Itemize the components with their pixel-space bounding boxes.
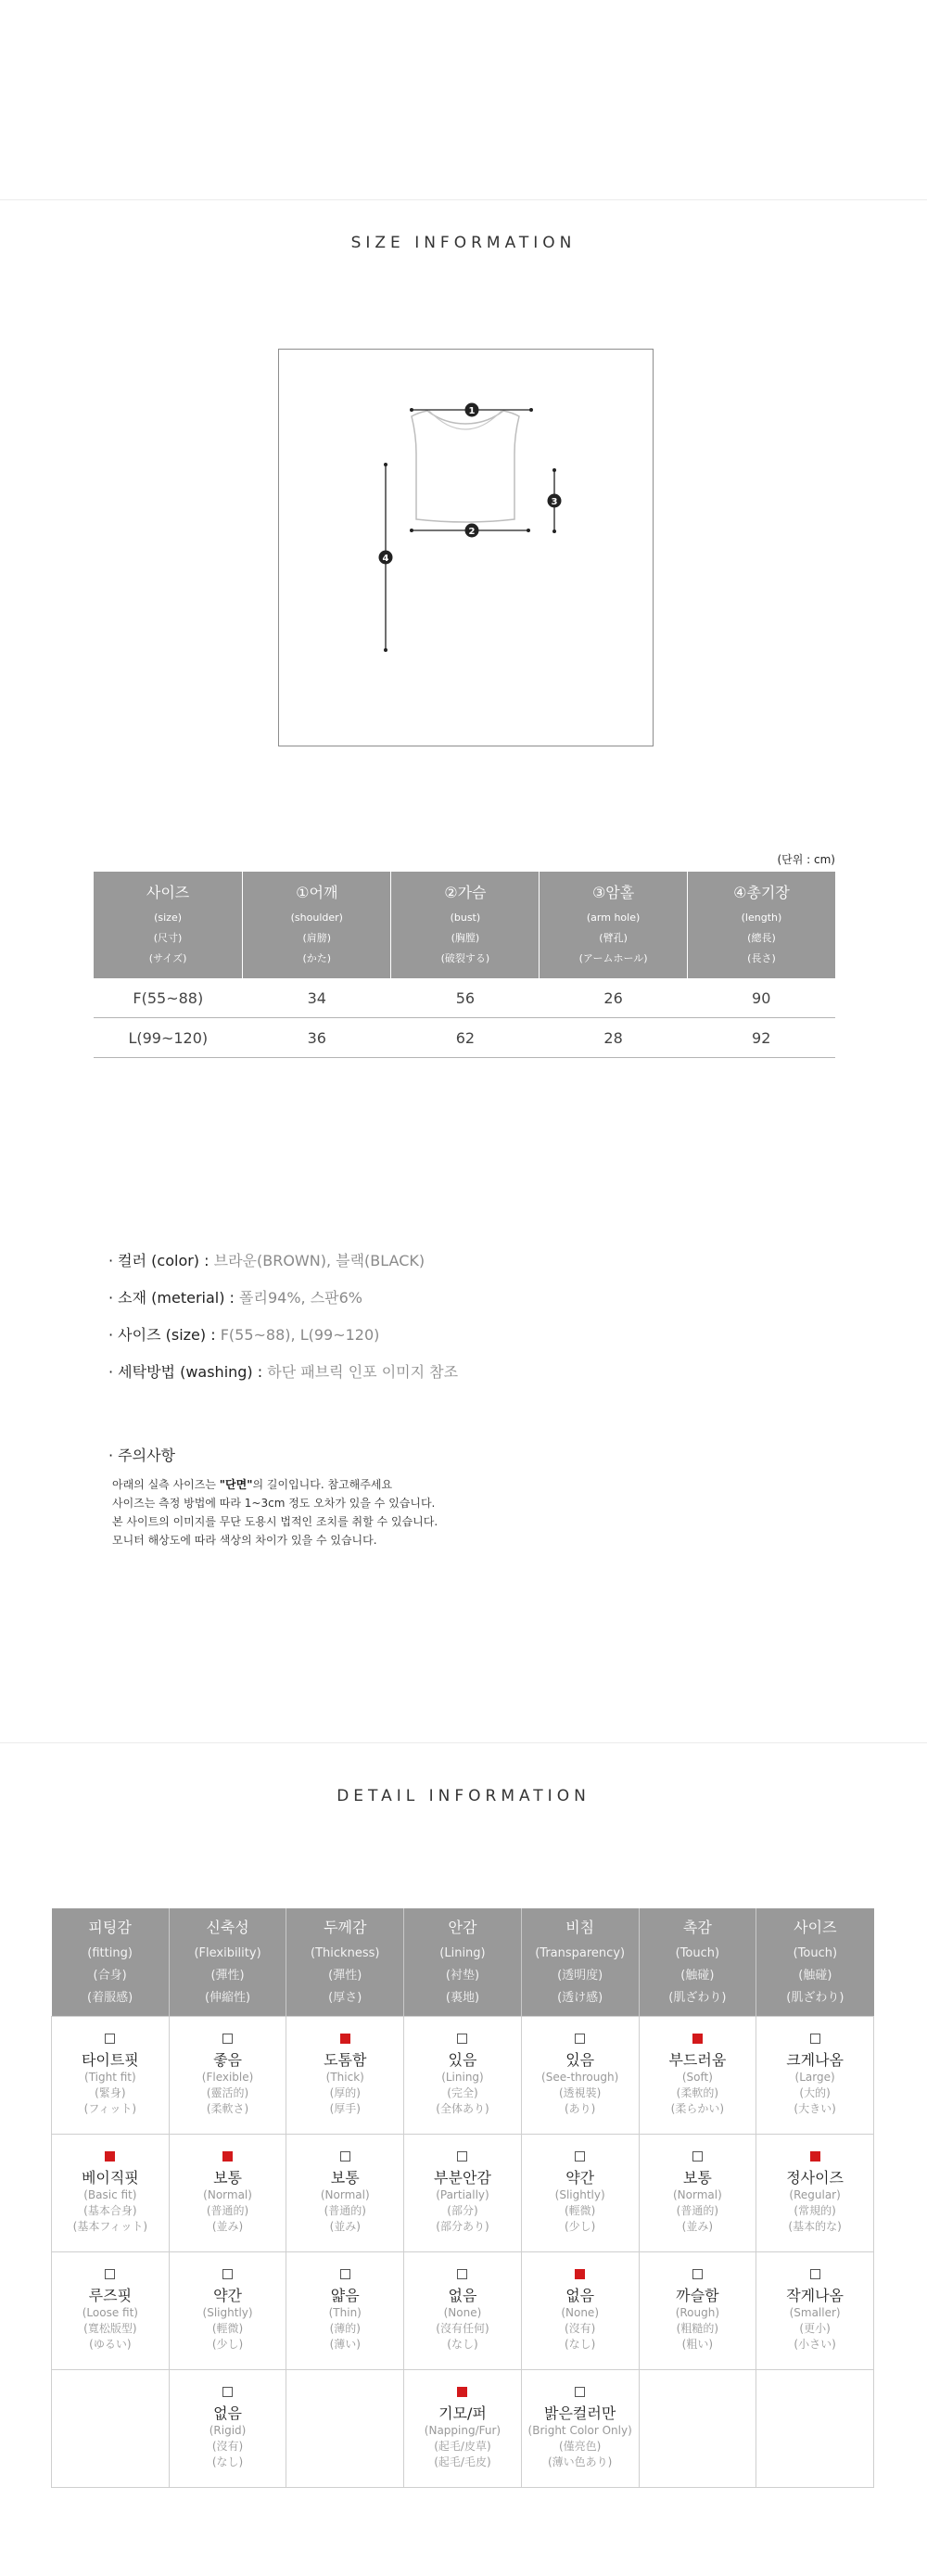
- detail-option-sub: (Flexible): [201, 2071, 254, 2084]
- detail-option-sub: (柔軟的): [676, 2086, 719, 2099]
- detail-option-sub: (Rough): [675, 2306, 720, 2319]
- detail-option-sub: (Thin): [328, 2306, 362, 2319]
- detail-header-sub: (衬垫): [445, 1968, 480, 1983]
- detail-table-body: [52, 2017, 874, 2488]
- detail-option-sub: (ゆるい): [89, 2338, 132, 2351]
- detail-header-sub: (Lining): [439, 1945, 486, 1960]
- detail-option-label: 작게나옴: [786, 2287, 844, 2304]
- detail-header-label: 비침: [565, 1918, 595, 1936]
- unchecked-box-icon: [810, 2269, 820, 2279]
- detail-header-sub: (Thickness): [311, 1945, 380, 1960]
- detail-header-sub: (合身): [93, 1968, 127, 1983]
- size-value: F(55~88), L(99~120): [220, 1326, 380, 1344]
- armhole-header-cell: ③암홀 (arm hole) (臂孔) (アームホール): [540, 872, 688, 978]
- detail-option-sub: (None): [443, 2306, 482, 2319]
- table-cell: 92: [687, 1018, 835, 1058]
- checked-box-icon: [457, 2387, 467, 2397]
- detail-header-label: 신축성: [206, 1918, 249, 1936]
- detail-cell: [521, 2370, 639, 2488]
- detail-cell: [286, 2252, 404, 2370]
- size-section-title: SIZE INFORMATION: [350, 234, 577, 252]
- detail-option-sub: (なし): [564, 2338, 596, 2351]
- detail-option-label: 루즈핏: [88, 2287, 133, 2304]
- notice-line-4: 모니터 해상도에 따라 색상의 차이가 있을 수 있습니다.: [112, 1534, 377, 1547]
- detail-option-sub: (Slightly): [554, 2188, 605, 2201]
- detail-cell: [639, 2252, 756, 2370]
- unchecked-box-icon: [222, 2387, 233, 2397]
- detail-option-label: 크게나옴: [786, 2051, 844, 2069]
- detail-cell: [169, 2135, 286, 2252]
- detail-cell: [521, 2252, 639, 2370]
- detail-header-label: 피팅감: [88, 1918, 132, 1936]
- detail-header-cell: [52, 1908, 170, 2017]
- detail-option-sub: (Basic fit): [83, 2188, 137, 2201]
- unchecked-box-icon: [457, 2034, 467, 2044]
- detail-header-cell: [521, 1908, 639, 2017]
- detail-option-sub: (Thick): [325, 2071, 364, 2084]
- detail-cell: [52, 2017, 170, 2135]
- detail-option-sub: (Lining): [441, 2071, 484, 2084]
- unchecked-box-icon: [340, 2269, 350, 2279]
- unchecked-box-icon: [340, 2151, 350, 2162]
- detail-option-sub: (部分): [447, 2204, 478, 2217]
- checked-box-icon: [810, 2151, 820, 2162]
- detail-option-sub: (Large): [794, 2071, 835, 2084]
- unchecked-box-icon: [105, 2034, 115, 2044]
- detail-option-sub: (柔軟さ): [206, 2102, 249, 2115]
- notice-line-1: 아래의 실측 사이즈는 "단면"의 길이입니다. 참고해주세요: [112, 1478, 393, 1491]
- detail-option-sub: (完全): [447, 2086, 478, 2099]
- detail-option-sub: (Loose fit): [82, 2306, 138, 2319]
- notice-emphasis: "단면": [219, 1478, 253, 1491]
- detail-header-sub: (厚さ): [328, 1990, 362, 2005]
- detail-option-label: 있음: [565, 2051, 595, 2069]
- detail-header-cell: [169, 1908, 286, 2017]
- detail-option-sub: (沒有任何): [436, 2322, 489, 2335]
- detail-option-sub: (Regular): [789, 2188, 841, 2201]
- detail-cell: [404, 2017, 522, 2135]
- detail-cell: [521, 2017, 639, 2135]
- detail-cell: [286, 2370, 404, 2488]
- table-cell: 90: [687, 978, 835, 1018]
- detail-cell: [756, 2252, 874, 2370]
- shoulder-header-cell: ①어깨 (shoulder) (肩膀) (かた): [243, 872, 391, 978]
- material-label: · 소재 (meterial) :: [108, 1289, 240, 1307]
- detail-option-sub: (Slightly): [202, 2306, 253, 2319]
- table-cell: L(99~120): [94, 1018, 243, 1058]
- detail-option-sub: (Napping/Fur): [424, 2424, 502, 2437]
- detail-option-label: 기모/퍼: [438, 2404, 487, 2422]
- detail-header-label: 사이즈: [794, 1918, 837, 1936]
- detail-header-cell: [639, 1908, 756, 2017]
- detail-option-sub: (沒有): [564, 2322, 596, 2335]
- detail-header-sub: (fitting): [87, 1945, 133, 1960]
- unchecked-box-icon: [457, 2269, 467, 2279]
- detail-option-sub: (並み): [329, 2220, 361, 2233]
- detail-cell: [756, 2135, 874, 2252]
- checked-box-icon: [105, 2151, 115, 2162]
- tshirt-illustration: [279, 350, 653, 746]
- detail-header-sub: (彈性): [328, 1968, 362, 1983]
- unchecked-box-icon: [692, 2269, 703, 2279]
- detail-option-label: 밝은컬러만: [544, 2404, 616, 2422]
- detail-option-sub: (粗い): [681, 2338, 714, 2351]
- detail-table: [51, 1908, 874, 2488]
- detail-option-sub: (並み): [681, 2220, 714, 2233]
- detail-option-sub: (薄い色あり): [547, 2455, 613, 2468]
- detail-option-sub: (透視裝): [558, 2086, 602, 2099]
- detail-option-sub: (Bright Color Only): [527, 2424, 632, 2437]
- detail-cell: [286, 2017, 404, 2135]
- detail-header-sub: (Flexibility): [194, 1945, 261, 1960]
- detail-option-label: 있음: [448, 2051, 477, 2069]
- detail-option-label: 없음: [448, 2287, 477, 2304]
- detail-row: [52, 2017, 874, 2135]
- detail-option-sub: (普通的): [676, 2204, 719, 2217]
- detail-option-sub: (普通的): [206, 2204, 249, 2217]
- detail-option-sub: (基本合身): [83, 2204, 137, 2217]
- detail-option-label: 타이트핏: [81, 2051, 139, 2069]
- table-cell: 56: [391, 978, 540, 1018]
- detail-cell: [639, 2370, 756, 2488]
- detail-option-sub: (常規的): [794, 2204, 836, 2217]
- detail-option-label: 보통: [682, 2169, 712, 2187]
- unchecked-box-icon: [810, 2034, 820, 2044]
- detail-cell: [404, 2370, 522, 2488]
- unchecked-box-icon: [692, 2151, 703, 2162]
- detail-option-label: 정사이즈: [786, 2169, 844, 2187]
- detail-cell: [169, 2252, 286, 2370]
- detail-header-cell: [286, 1908, 404, 2017]
- washing-value: 하단 패브릭 인포 이미지 참조: [267, 1363, 459, 1381]
- detail-option-sub: (なし): [211, 2455, 244, 2468]
- detail-cell: [404, 2135, 522, 2252]
- detail-option-sub: (厚手): [329, 2102, 361, 2115]
- detail-table-header: [52, 1908, 874, 2017]
- detail-header-sub: (彈性): [210, 1968, 245, 1983]
- detail-cell: [756, 2017, 874, 2135]
- unchecked-box-icon: [575, 2151, 585, 2162]
- detail-option-sub: (寬松版型): [83, 2322, 137, 2335]
- marker-2: 2: [468, 527, 476, 537]
- detail-option-sub: (並み): [211, 2220, 244, 2233]
- table-row: [94, 978, 835, 1018]
- detail-option-label: 보통: [213, 2169, 243, 2187]
- detail-header-cell: [756, 1908, 874, 2017]
- detail-header-sub: (Transparency): [535, 1945, 626, 1960]
- detail-option-sub: (靈活的): [206, 2086, 249, 2099]
- table-cell: F(55~88): [94, 978, 243, 1018]
- detail-option-sub: (輕微): [211, 2322, 244, 2335]
- washing-label: · 세탁방법 (washing) :: [108, 1363, 268, 1381]
- detail-row: [52, 2370, 874, 2488]
- detail-option-sub: (None): [561, 2306, 599, 2319]
- unchecked-box-icon: [575, 2034, 585, 2044]
- detail-option-label: 도톰함: [324, 2051, 367, 2069]
- detail-option-sub: (なし): [447, 2338, 478, 2351]
- detail-header-sub: (触碰): [798, 1968, 832, 1983]
- detail-option-sub: (Normal): [672, 2188, 722, 2201]
- table-cell: 26: [540, 978, 688, 1018]
- detail-header-sub: (裏地): [445, 1990, 480, 2005]
- marker-3: 3: [551, 497, 558, 507]
- size-label: · 사이즈 (size) :: [108, 1326, 221, 1344]
- detail-option-label: 부드러움: [668, 2051, 727, 2069]
- detail-row: [52, 2135, 874, 2252]
- checked-box-icon: [340, 2034, 350, 2044]
- detail-option-sub: (柔らかい): [670, 2102, 725, 2115]
- checked-box-icon: [575, 2269, 585, 2279]
- washing-info: [108, 1360, 458, 1382]
- color-info: [108, 1249, 425, 1270]
- detail-option-sub: (少し): [211, 2338, 244, 2351]
- detail-option-sub: (基本的な): [788, 2220, 842, 2233]
- detail-option-sub: (大的): [799, 2086, 831, 2099]
- detail-cell: [756, 2370, 874, 2488]
- detail-option-sub: (Rigid): [209, 2424, 247, 2437]
- detail-option-sub: (少し): [564, 2220, 596, 2233]
- notice-line-2: 사이즈는 측정 방법에 따라 1~3cm 정도 오차가 있을 수 있습니다.: [112, 1497, 436, 1510]
- checked-box-icon: [222, 2151, 233, 2162]
- detail-cell: [169, 2017, 286, 2135]
- size-table-header: [94, 872, 835, 978]
- detail-header-label: 안감: [448, 1918, 477, 1936]
- bust-header-cell: ②가슴 (bust) (胸膛) (破裂する): [391, 872, 540, 978]
- detail-option-sub: (輕微): [564, 2204, 596, 2217]
- detail-cell: [639, 2135, 756, 2252]
- detail-option-sub: (僅亮色): [558, 2440, 602, 2453]
- detail-header-sub: (着服感): [87, 1990, 133, 2005]
- table-cell: 34: [243, 978, 391, 1018]
- table-cell: 36: [243, 1018, 391, 1058]
- notice-title: · 주의사항: [108, 1447, 175, 1464]
- measurement-diagram: [278, 349, 654, 746]
- detail-option-sub: (フィット): [83, 2102, 137, 2115]
- unchecked-box-icon: [222, 2269, 233, 2279]
- detail-option-sub: (基本フィット): [72, 2220, 148, 2233]
- mid-divider: [0, 1742, 927, 1743]
- detail-cell: [404, 2252, 522, 2370]
- detail-option-sub: (あり): [564, 2102, 596, 2115]
- detail-option-sub: (起毛/皮草): [434, 2440, 491, 2453]
- detail-option-sub: (沒有): [211, 2440, 244, 2453]
- detail-option-sub: (普通的): [324, 2204, 366, 2217]
- unchecked-box-icon: [105, 2269, 115, 2279]
- marker-1: 1: [468, 406, 476, 416]
- detail-option-sub: (緊身): [95, 2086, 126, 2099]
- unchecked-box-icon: [222, 2034, 233, 2044]
- color-value: 브라운(BROWN), 블랙(BLACK): [213, 1252, 425, 1269]
- detail-header-label: 촉감: [682, 1918, 712, 1936]
- detail-header-sub: (透け感): [557, 1990, 603, 2005]
- size-header-cell: 사이즈 (size) (尺寸) (サイズ): [94, 872, 243, 978]
- material-value: 폴리94%, 스판6%: [239, 1289, 362, 1307]
- top-divider: [0, 199, 927, 200]
- detail-header-sub: (Touch): [793, 1945, 838, 1960]
- detail-header-sub: (触碰): [680, 1968, 715, 1983]
- table-row: [94, 1018, 835, 1058]
- detail-option-label: 좋음: [213, 2051, 243, 2069]
- detail-header-sub: (肌ざわり): [786, 1990, 844, 2005]
- length-header-cell: ④총기장 (length) (總長) (長さ): [687, 872, 835, 978]
- detail-cell: [521, 2135, 639, 2252]
- detail-option-sub: (Tight fit): [84, 2071, 136, 2084]
- size-info: [108, 1323, 379, 1345]
- unchecked-box-icon: [575, 2387, 585, 2397]
- unchecked-box-icon: [457, 2151, 467, 2162]
- detail-cell: [52, 2370, 170, 2488]
- detail-option-label: 얇음: [330, 2287, 360, 2304]
- detail-option-label: 약간: [213, 2287, 243, 2304]
- detail-option-label: 없음: [213, 2404, 243, 2422]
- detail-header-sub: (伸縮性): [204, 1990, 251, 2005]
- marker-4: 4: [382, 554, 389, 564]
- detail-header-label: 두께감: [324, 1918, 367, 1936]
- detail-section-title: DETAIL INFORMATION: [337, 1787, 590, 1805]
- detail-option-sub: (大きい): [794, 2102, 836, 2115]
- detail-option-label: 약간: [565, 2169, 595, 2187]
- detail-option-label: 없음: [565, 2287, 595, 2304]
- detail-option-sub: (Normal): [320, 2188, 370, 2201]
- detail-cell: [52, 2135, 170, 2252]
- material-info: [108, 1286, 362, 1307]
- detail-cell: [286, 2135, 404, 2252]
- unit-label: (단위 : cm): [777, 853, 835, 866]
- detail-option-sub: (厚的): [329, 2086, 361, 2099]
- detail-option-sub: (薄い): [329, 2338, 361, 2351]
- detail-cell: [169, 2370, 286, 2488]
- detail-header-sub: (Touch): [675, 1945, 720, 1960]
- detail-option-sub: (Soft): [681, 2071, 713, 2084]
- detail-option-sub: (部分あり): [436, 2220, 489, 2233]
- detail-row: [52, 2252, 874, 2370]
- detail-option-sub: (全体あり): [436, 2102, 489, 2115]
- detail-option-label: 보통: [330, 2169, 360, 2187]
- detail-option-sub: (粗糙的): [676, 2322, 719, 2335]
- detail-option-sub: (Partially): [436, 2188, 489, 2201]
- detail-option-sub: (薄的): [329, 2322, 361, 2335]
- table-cell: 28: [540, 1018, 688, 1058]
- detail-option-label: 부분안감: [434, 2169, 491, 2187]
- detail-cell: [52, 2252, 170, 2370]
- detail-header-cell: [404, 1908, 522, 2017]
- notice-line-3: 본 사이트의 이미지를 무단 도용시 법적인 조치를 취할 수 있습니다.: [112, 1515, 438, 1528]
- color-label: · 컬러 (color) :: [108, 1252, 214, 1269]
- detail-option-sub: (小さい): [794, 2338, 836, 2351]
- detail-option-label: 까슬함: [676, 2287, 719, 2304]
- detail-header-sub: (透明度): [557, 1968, 603, 1983]
- detail-option-sub: (Normal): [203, 2188, 252, 2201]
- table-cell: 62: [391, 1018, 540, 1058]
- checked-box-icon: [692, 2034, 703, 2044]
- detail-option-sub: (起毛/毛皮): [434, 2455, 491, 2468]
- detail-header-sub: (肌ざわり): [668, 1990, 727, 2005]
- detail-cell: [639, 2017, 756, 2135]
- detail-option-sub: (Smaller): [789, 2306, 841, 2319]
- detail-option-sub: (更小): [799, 2322, 831, 2335]
- detail-option-label: 베이직핏: [81, 2169, 139, 2187]
- size-table: [94, 872, 835, 1058]
- detail-option-sub: (See-through): [541, 2071, 619, 2084]
